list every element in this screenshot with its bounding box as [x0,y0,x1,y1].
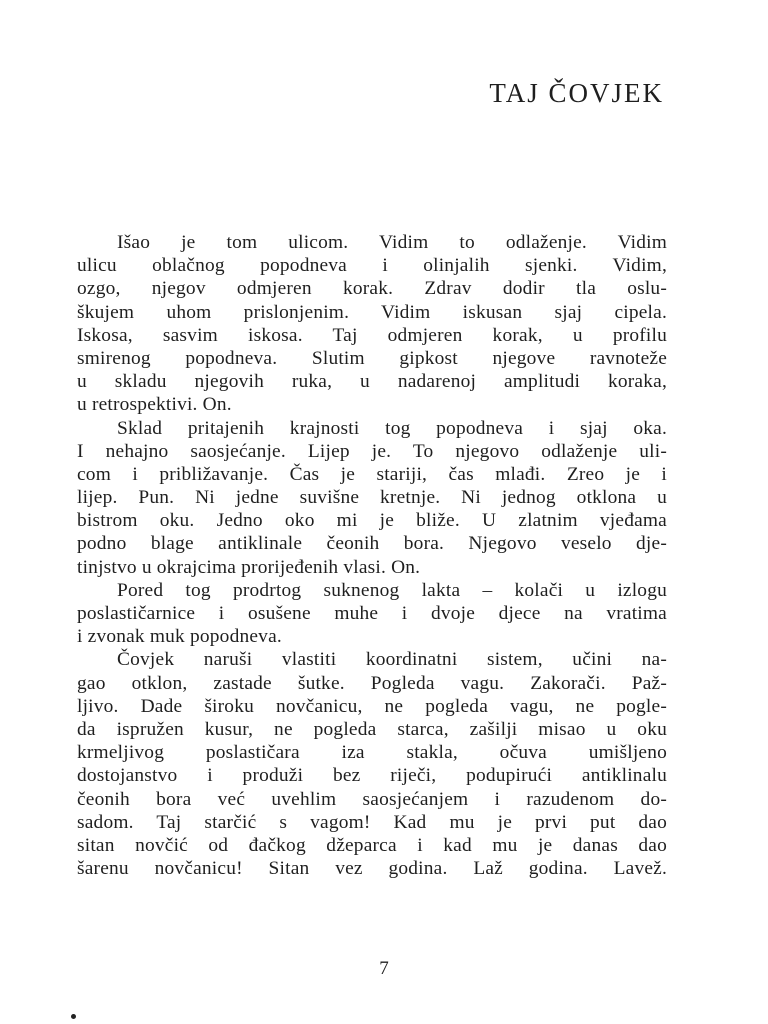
chapter-title: TAJ ČOVJEK [489,78,664,108]
text-line: smirenog popodneva. Slutim gipkost njegove ravnoteže [77,347,667,369]
text-line: šarenu novčanicu! Sitan vez godina. Laž godina. Lavež. [77,858,667,880]
text-line: com i približavanje. Čas je stariji, čas mlađi. Zreo je i [77,463,667,485]
text-line: Pored tog prodrtog suknenog lakta – kolači u izlogu [117,579,667,601]
text-line: ozgo, njegov odmjeren korak. Zdrav dodir tla oslu- [77,278,667,300]
text-line: ljivo. Dade široku novčanicu, ne pogleda vagu, ne pogle- [77,695,667,717]
body-text [77,231,667,880]
text-line: sitan novčić od đačkog džeparca i kad mu je danas dao [77,834,667,856]
text-line: Iskosa, sasvim iskosa. Taj odmjeren korak, u profilu [77,324,667,346]
text-line: lijep. Pun. Ni jedne suvišne kretnje. Ni jednog otklona u [77,487,667,509]
text-line: sadom. Taj starčić s vagom! Kad mu je prvi put dao [77,811,667,833]
text-line: i zvonak muk popodneva. [77,626,282,648]
text-line: da ispružen kusur, ne pogleda starca, zašilji misao u oku [77,718,667,740]
text-line: u retrospektivi. On. [77,394,232,416]
text-line: u skladu njegovih ruka, u nadarenoj amplitudi koraka, [77,371,667,393]
text-line: poslastičarnice i osušene muhe i dvoje djece na vratima [77,603,667,624]
scan-speck [71,1014,76,1019]
page-number: 7 [379,958,389,979]
text-line: bistrom oku. Jedno oko mi je bliže. U zlatnim vjeđama [77,510,667,532]
text-line: škujem uhom prislonjenim. Vidim iskusan sjaj cipela. [77,301,667,323]
text-line: tinjstvo u okrajcima prorijeđenih vlasi. On. [77,556,421,578]
text-line: čeonih bora već uvehlim saosjećanjem i razudenom do- [77,788,667,810]
text-line: dostojanstvo i produži bez riječi, podupirući antiklinalu [77,765,667,787]
text-line: gao otklon, zastade šutke. Pogleda vagu. Zakorači. Paž- [77,672,667,694]
text-line: I nehajno saosjećanje. Lijep je. To njegovo odlaženje uli- [77,440,667,462]
text-line: krmeljivog poslastičara iza stakla, očuva umišljeno [77,742,667,764]
text-line: podno blage antiklinale čeonih bora. Njegovo veselo dje- [77,533,667,555]
text-line: Čovjek naruši vlastiti koordinatni sistem, učini na- [117,649,667,671]
text-line: Išao je tom ulicom. Vidim to odlaženje. Vidim [117,232,667,253]
text-line: Sklad pritajenih krajnosti tog popodneva i sjaj oka. [117,417,667,439]
text-line: ulicu oblačnog popodneva i olinjalih sjenki. Vidim, [77,255,667,277]
